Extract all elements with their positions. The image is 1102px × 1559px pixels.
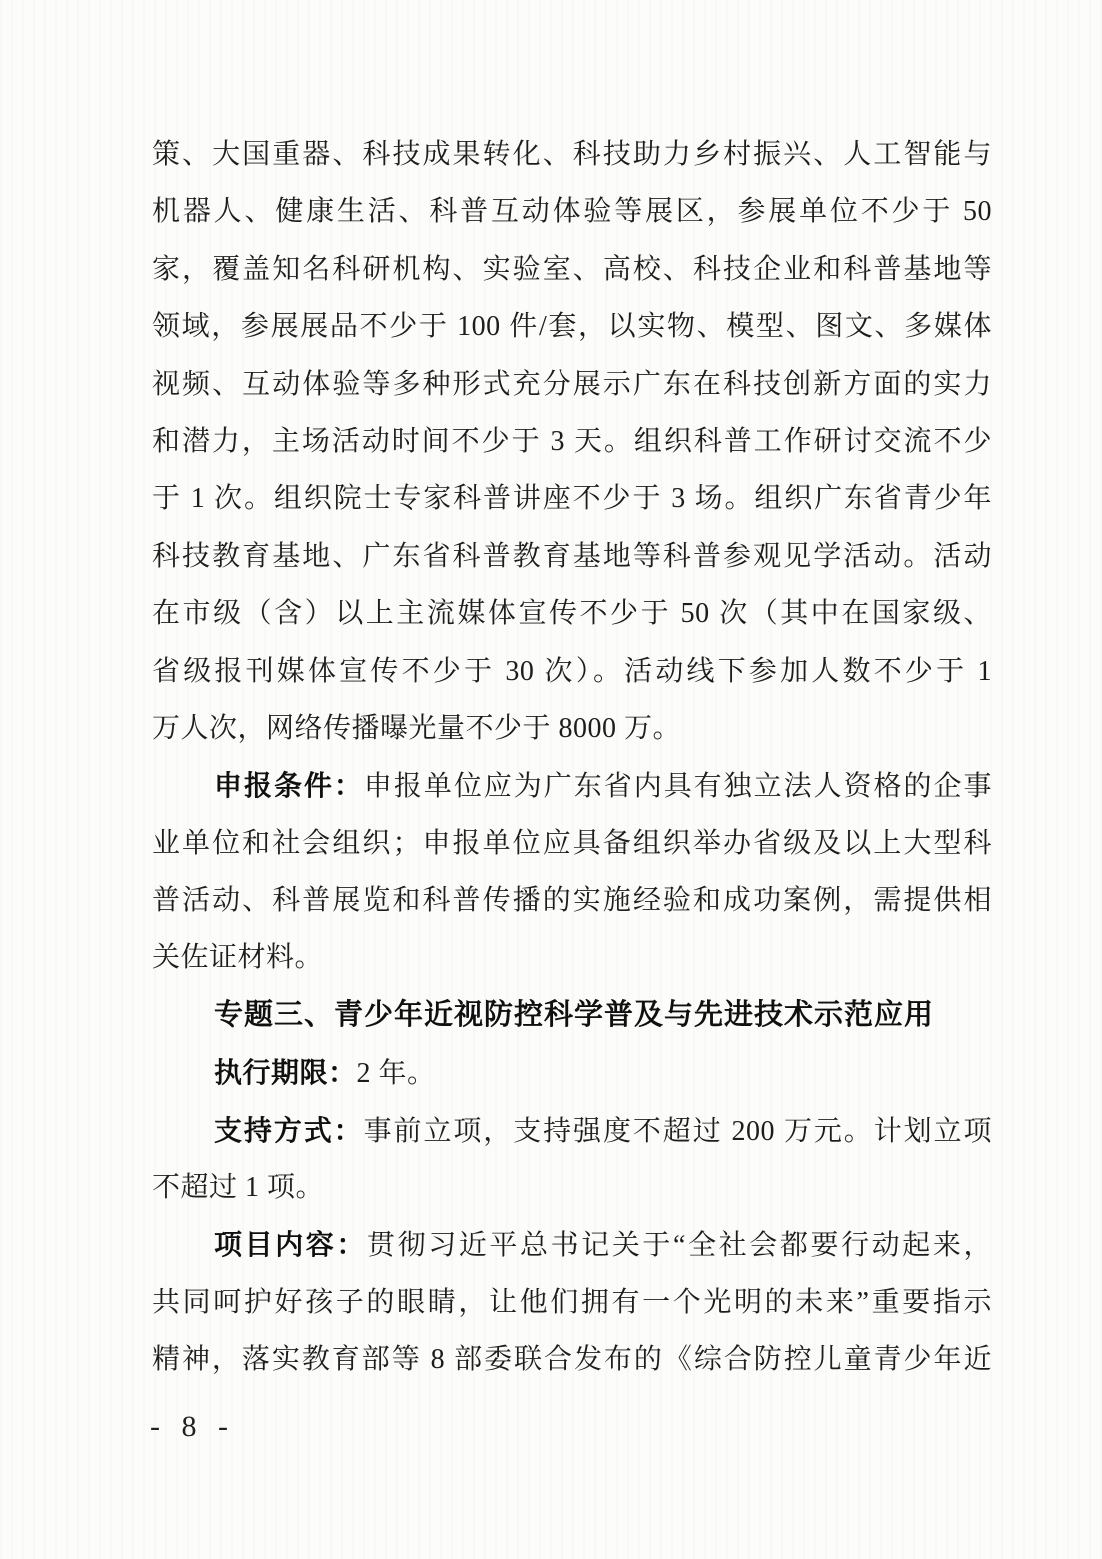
line-text: 万人次，网络传播曝光量不少于 8000 万。 [152,712,682,744]
body-line [152,1274,992,1331]
body-line [152,241,992,298]
line-text: 精神，落实教育部等 8 部委联合发布的《综合防控儿童青少年近 [152,1344,992,1376]
line-text: 机器人、健康生活、科普互动体验等展区，参展单位不少于 50 [152,196,992,228]
line-text: 不超过 1 项。 [152,1172,325,1204]
line-text: 2 年。 [356,1058,436,1090]
body-line [152,1159,992,1216]
field-label-support-method: 支持方式： [214,1114,364,1146]
line-text: 家，覆盖知名科研机构、实验室、高校、科技企业和科普基地等 [152,253,992,285]
body-line [152,1331,992,1388]
line-text: 贯彻习近平总书记关于“全社会都要行动起来， [367,1230,992,1262]
line-text: 申报单位应为广东省内具有独立法人资格的企事 [363,771,992,803]
heading-text: 专题三、青少年近视防控科学普及与先进技术示范应用 [214,998,935,1031]
line-text: 省级报刊媒体宣传不少于 30 次）。活动线下参加人数不少于 1 [152,655,992,687]
body-line [152,183,992,240]
page-number: - 8 - [150,1410,235,1443]
line-text: 和潜力，主场活动时间不少于 3 天。组织科普工作研讨交流不少 [152,425,992,457]
body-line [152,470,992,527]
section-heading-topic-three [152,987,992,1044]
body-line [152,585,992,642]
body-line [152,528,992,585]
body-line [152,1102,992,1159]
field-label-application-conditions: 申报条件： [214,770,364,802]
line-text: 共同呵护好孩子的眼睛，让他们拥有一个光明的未来”重要指示 [152,1286,992,1318]
field-label-execution-period: 执行期限： [214,1057,357,1089]
body-line [152,1216,992,1273]
line-text: 业单位和社会组织；申报单位应具备组织举办省级及以上大型科 [152,827,992,859]
line-text: 视频、互动体验等多种形式充分展示广东在科技创新方面的实力 [152,368,992,400]
line-text: 领域，参展展品不少于 100 件/套，以实物、模型、图文、多媒体 [152,311,992,343]
line-text: 策、大国重器、科技成果转化、科技助力乡村振兴、人工智能与 [152,139,992,170]
body-line [152,298,992,355]
line-text: 普活动、科普展览和科普传播的实施经验和成功案例，需提供相 [152,885,992,917]
line-text: 于 1 次。组织院士专家科普讲座不少于 3 场。组织广东省青少年 [152,483,992,515]
body-line [152,643,992,700]
body-line [152,815,992,872]
body-line [152,929,992,986]
line-text: 事前立项，支持强度不超过 200 万元。计划立项 [363,1115,992,1147]
body-line [152,1044,992,1101]
body-line [152,413,992,470]
line-text: 科技教育基地、广东省科普教育基地等科普参观见学活动。活动 [152,540,992,572]
line-text: 关佐证材料。 [152,942,324,974]
line-text: 在市级（含）以上主流媒体宣传不少于 50 次（其中在国家级、 [152,598,992,630]
body-line [152,757,992,814]
body-line [152,356,992,413]
document-body [152,126,992,1389]
body-line [152,872,992,929]
body-line [152,700,992,757]
body-line [152,126,992,183]
field-label-project-content: 项目内容： [214,1229,368,1261]
